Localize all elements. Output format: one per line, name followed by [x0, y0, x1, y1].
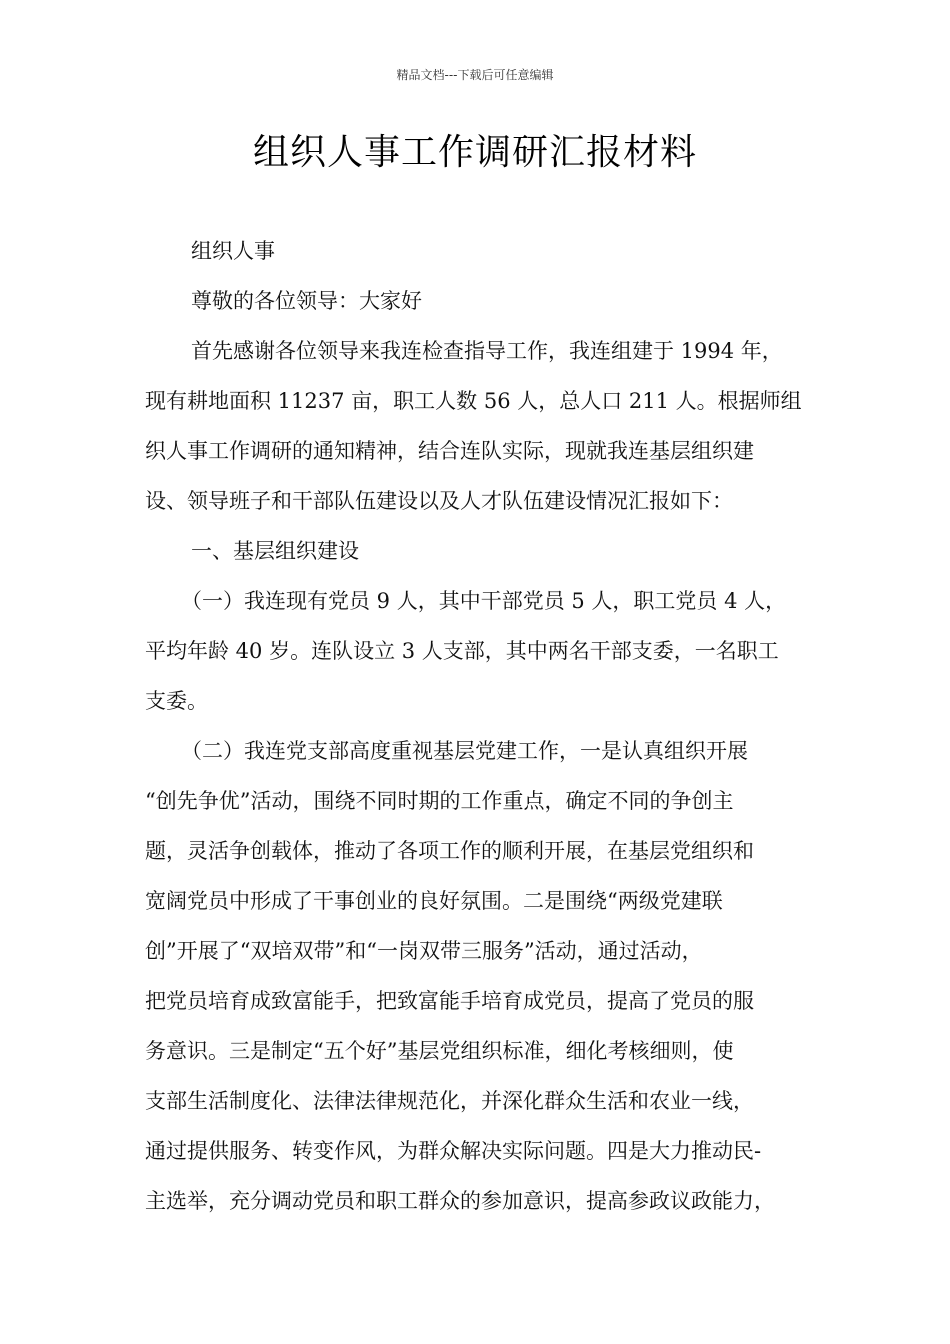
header-watermark: 精品文档---下载后可任意编辑	[396, 68, 554, 82]
body-line: 一、基层组织建设	[191, 539, 359, 563]
body-line: （二）我连党支部高度重视基层党建工作，一是认真组织开展	[181, 739, 748, 763]
body-line: 设、领导班子和干部队伍建设以及人才队伍建设情况汇报如下：	[145, 489, 733, 513]
body-line: 题，灵活争创载体，推动了各项工作的顺利开展，在基层党组织和	[145, 839, 754, 863]
body-line: 尊敬的各位领导：大家好	[191, 289, 422, 313]
body-line: 务意识。三是制定“五个好”基层党组织标准，细化考核细则，使	[145, 1039, 734, 1063]
body-line: 把党员培育成致富能手，把致富能手培育成党员，提高了党员的服	[145, 989, 754, 1013]
body-line: 现有耕地面积 11237 亩，职工人数 56 人，总人口 211 人。根据师组	[145, 389, 802, 413]
body-line: 织人事工作调研的通知精神，结合连队实际，现就我连基层组织建	[145, 439, 754, 463]
body-line: 组织人事	[191, 239, 275, 263]
body-line: 通过提供服务、转变作风，为群众解决实际问题。四是大力推动民-	[145, 1139, 762, 1163]
body-line: （一）我连现有党员 9 人，其中干部党员 5 人，职工党员 4 人，	[181, 589, 787, 613]
body-line: 主选举，充分调动党员和职工群众的参加意识，提高参政议政能力，	[145, 1189, 775, 1213]
body-line: 支委。	[145, 689, 208, 713]
document-body	[145, 226, 825, 1226]
body-line: 平均年龄 40 岁。连队设立 3 人支部，其中两名干部支委，一名职工	[145, 639, 779, 663]
body-line: 首先感谢各位领导来我连检查指导工作，我连组建于 1994 年，	[191, 339, 783, 363]
body-line: 宽阔党员中形成了干事创业的良好氛围。二是围绕“两级党建联	[145, 889, 723, 913]
document-title: 组织人事工作调研汇报材料	[252, 132, 697, 173]
body-line: 支部生活制度化、法律法律规范化，并深化群众生活和农业一线，	[145, 1089, 754, 1113]
body-line: “创先争优”活动，围绕不同时期的工作重点，确定不同的争创主	[145, 789, 734, 813]
body-line: 创”开展了“双培双带”和“一岗双带三服务”活动，通过活动，	[145, 939, 703, 963]
